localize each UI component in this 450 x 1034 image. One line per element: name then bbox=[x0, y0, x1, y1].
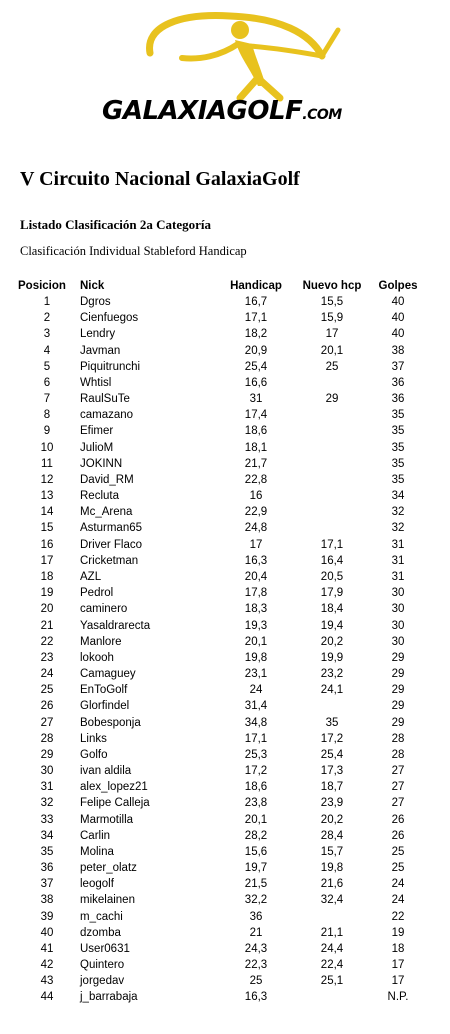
new-handicap-cell: 19,9 bbox=[320, 651, 344, 664]
handicap-cell: 24,3 bbox=[244, 942, 268, 955]
handicap-cell: 18,6 bbox=[244, 425, 268, 438]
table-row bbox=[18, 569, 428, 585]
position-cell: 44 bbox=[40, 991, 54, 1004]
table-row bbox=[18, 504, 428, 520]
nick-cell: Asturman65 bbox=[80, 522, 143, 535]
nick-cell: Driver Flaco bbox=[80, 538, 142, 551]
table-row bbox=[18, 456, 428, 472]
col-header-golpes: Golpes bbox=[378, 280, 418, 292]
position-cell: 30 bbox=[40, 765, 54, 778]
position-cell: 10 bbox=[40, 441, 54, 454]
handicap-cell: 21,7 bbox=[244, 457, 268, 470]
position-cell: 28 bbox=[40, 732, 54, 745]
position-cell: 21 bbox=[40, 619, 54, 632]
position-cell: 4 bbox=[43, 344, 51, 357]
new-handicap-cell: 17,1 bbox=[320, 538, 344, 551]
position-cell: 20 bbox=[40, 603, 54, 616]
handicap-cell: 21,5 bbox=[244, 878, 268, 891]
position-cell: 35 bbox=[40, 845, 54, 858]
new-handicap-cell: 16,4 bbox=[320, 554, 344, 567]
handicap-cell: 19,8 bbox=[244, 651, 268, 664]
new-handicap-cell bbox=[296, 989, 368, 1005]
table-header-row bbox=[18, 278, 428, 294]
handicap-cell: 25,4 bbox=[244, 360, 268, 373]
new-handicap-cell bbox=[296, 472, 368, 488]
new-handicap-cell: 19,8 bbox=[320, 862, 344, 875]
table-row bbox=[18, 698, 428, 714]
handicap-cell: 18,1 bbox=[244, 441, 268, 454]
handicap-cell: 22,3 bbox=[244, 959, 268, 972]
table-row bbox=[18, 731, 428, 747]
strokes-cell: 18 bbox=[391, 942, 405, 955]
new-handicap-cell bbox=[296, 440, 368, 456]
handicap-cell: 19,7 bbox=[244, 862, 268, 875]
strokes-cell: N.P. bbox=[387, 991, 409, 1004]
strokes-cell: 30 bbox=[391, 635, 405, 648]
position-cell: 5 bbox=[43, 360, 51, 373]
position-cell: 15 bbox=[40, 522, 54, 535]
nick-cell: JOKINN bbox=[80, 457, 123, 470]
handicap-cell: 16 bbox=[249, 490, 263, 503]
handicap-cell: 24,8 bbox=[244, 522, 268, 535]
table-row bbox=[18, 407, 428, 423]
position-cell: 19 bbox=[40, 587, 54, 600]
new-handicap-cell bbox=[296, 407, 368, 423]
table-row bbox=[18, 682, 428, 698]
strokes-cell: 24 bbox=[391, 894, 405, 907]
strokes-cell: 34 bbox=[391, 490, 405, 503]
strokes-cell: 22 bbox=[391, 910, 405, 923]
new-handicap-cell: 24,1 bbox=[320, 684, 344, 697]
logo-wordmark: GALAXIAGOLF.COM bbox=[102, 96, 342, 126]
nick-cell: Recluta bbox=[80, 490, 119, 503]
nick-cell: Whtisl bbox=[80, 376, 112, 389]
position-cell: 1 bbox=[43, 296, 51, 309]
nick-cell: Carlin bbox=[80, 829, 111, 842]
new-handicap-cell: 17,3 bbox=[320, 765, 344, 778]
new-handicap-cell: 19,4 bbox=[320, 619, 344, 632]
new-handicap-cell: 25,4 bbox=[320, 748, 344, 761]
strokes-cell: 29 bbox=[391, 700, 405, 713]
nick-cell: mikelainen bbox=[80, 894, 135, 907]
new-handicap-cell bbox=[296, 375, 368, 391]
nick-cell: caminero bbox=[80, 603, 128, 616]
strokes-cell: 27 bbox=[391, 781, 405, 794]
classification-description: Clasificación Individual Stableford Handicap bbox=[20, 244, 247, 258]
new-handicap-cell: 22,4 bbox=[320, 959, 344, 972]
handicap-cell: 19,3 bbox=[244, 619, 268, 632]
table-row bbox=[18, 391, 428, 407]
table-row bbox=[18, 957, 428, 973]
table-row bbox=[18, 779, 428, 795]
table-row bbox=[18, 375, 428, 391]
nick-cell: lokooh bbox=[80, 651, 114, 664]
strokes-cell: 31 bbox=[391, 554, 405, 567]
strokes-cell: 31 bbox=[391, 571, 405, 583]
nick-cell: leogolf bbox=[80, 878, 114, 891]
handicap-cell: 16,7 bbox=[244, 296, 268, 309]
table-row bbox=[18, 812, 428, 828]
handicap-cell: 16,6 bbox=[244, 376, 268, 389]
position-cell: 38 bbox=[40, 894, 54, 907]
position-cell: 42 bbox=[40, 959, 54, 972]
new-handicap-cell: 20,1 bbox=[320, 344, 344, 357]
table-row bbox=[18, 537, 428, 553]
nick-cell: Mc_Arena bbox=[80, 506, 133, 519]
new-handicap-cell: 17,9 bbox=[320, 587, 344, 600]
strokes-cell: 32 bbox=[391, 506, 405, 519]
table-row bbox=[18, 828, 428, 844]
position-cell: 12 bbox=[40, 473, 54, 486]
position-cell: 43 bbox=[40, 975, 54, 988]
handicap-cell: 17,1 bbox=[244, 312, 268, 325]
position-cell: 24 bbox=[40, 668, 54, 681]
new-handicap-cell bbox=[296, 488, 368, 504]
new-handicap-cell: 32,4 bbox=[320, 894, 344, 907]
nick-cell: Camaguey bbox=[80, 668, 136, 681]
nick-cell: User0631 bbox=[80, 942, 130, 955]
new-handicap-cell: 17 bbox=[325, 328, 339, 341]
nick-cell: jorgedav bbox=[80, 975, 125, 988]
position-cell: 11 bbox=[41, 457, 53, 470]
position-cell: 16 bbox=[40, 538, 54, 551]
strokes-cell: 36 bbox=[391, 393, 405, 406]
nick-cell: Felipe Calleja bbox=[80, 797, 150, 810]
table-row bbox=[18, 763, 428, 779]
nick-cell: Dgros bbox=[80, 296, 111, 309]
strokes-cell: 25 bbox=[391, 862, 405, 875]
position-cell: 2 bbox=[43, 312, 51, 325]
nick-cell: Javman bbox=[80, 344, 121, 357]
position-cell: 26 bbox=[40, 700, 54, 713]
strokes-cell: 28 bbox=[391, 732, 405, 745]
position-cell: 34 bbox=[40, 829, 54, 842]
position-cell: 41 bbox=[40, 942, 54, 955]
golfer-swing-icon bbox=[90, 8, 360, 103]
handicap-cell: 31 bbox=[249, 393, 263, 406]
nick-cell: Lendry bbox=[80, 328, 116, 341]
table-row bbox=[18, 423, 428, 439]
position-cell: 14 bbox=[40, 506, 54, 519]
new-handicap-cell: 18,4 bbox=[320, 603, 344, 616]
col-header-handicap: Handicap bbox=[230, 280, 282, 292]
new-handicap-cell: 15,7 bbox=[320, 845, 344, 858]
handicap-cell: 24 bbox=[249, 684, 263, 697]
nick-cell: camazano bbox=[80, 409, 134, 422]
handicap-cell: 20,4 bbox=[244, 571, 268, 583]
new-handicap-cell: 17,2 bbox=[320, 732, 344, 745]
table-row bbox=[18, 343, 428, 359]
table-row bbox=[18, 973, 428, 989]
position-cell: 3 bbox=[43, 328, 51, 341]
strokes-cell: 17 bbox=[391, 959, 405, 972]
new-handicap-cell bbox=[296, 698, 368, 714]
table-row bbox=[18, 634, 428, 650]
nick-cell: alex_lopez21 bbox=[80, 781, 148, 794]
position-cell: 8 bbox=[43, 409, 51, 422]
nick-cell: Cienfuegos bbox=[80, 312, 139, 325]
nick-cell: Quintero bbox=[80, 959, 125, 972]
table-row bbox=[18, 989, 428, 1005]
table-row bbox=[18, 666, 428, 682]
position-cell: 33 bbox=[40, 813, 54, 826]
strokes-cell: 35 bbox=[391, 441, 405, 454]
strokes-cell: 29 bbox=[391, 651, 405, 664]
position-cell: 29 bbox=[40, 748, 54, 761]
table-row bbox=[18, 892, 428, 908]
strokes-cell: 35 bbox=[391, 473, 405, 486]
strokes-cell: 35 bbox=[391, 457, 405, 470]
strokes-cell: 29 bbox=[391, 716, 405, 729]
position-cell: 18 bbox=[40, 571, 54, 583]
new-handicap-cell bbox=[296, 504, 368, 520]
strokes-cell: 25 bbox=[391, 845, 405, 858]
col-header-nick: Nick bbox=[80, 280, 105, 292]
nick-cell: Links bbox=[80, 732, 107, 745]
strokes-cell: 27 bbox=[391, 797, 405, 810]
position-cell: 9 bbox=[43, 425, 51, 438]
table-row bbox=[18, 795, 428, 811]
handicap-cell: 17,1 bbox=[244, 732, 268, 745]
handicap-cell: 22,8 bbox=[244, 473, 268, 486]
category-subtitle: Listado Clasificación 2a Categoría bbox=[20, 217, 212, 232]
position-cell: 17 bbox=[40, 554, 54, 567]
table-row bbox=[18, 617, 428, 633]
position-cell: 25 bbox=[40, 684, 54, 697]
ranking-table bbox=[18, 278, 428, 1006]
new-handicap-cell: 21,6 bbox=[320, 878, 344, 891]
position-cell: 7 bbox=[43, 393, 51, 406]
nick-cell: Efimer bbox=[80, 425, 114, 438]
strokes-cell: 29 bbox=[391, 684, 405, 697]
nick-cell: AZL bbox=[80, 571, 102, 583]
position-cell: 31 bbox=[40, 781, 54, 794]
nick-cell: ivan aldila bbox=[80, 765, 132, 778]
strokes-cell: 37 bbox=[391, 360, 405, 373]
new-handicap-cell: 20,5 bbox=[320, 571, 344, 583]
handicap-cell: 20,1 bbox=[244, 813, 268, 826]
strokes-cell: 28 bbox=[391, 748, 405, 761]
nick-cell: j_barrabaja bbox=[80, 991, 138, 1004]
new-handicap-cell bbox=[296, 456, 368, 472]
handicap-cell: 25 bbox=[249, 975, 263, 988]
strokes-cell: 26 bbox=[391, 829, 405, 842]
handicap-cell: 22,9 bbox=[244, 506, 268, 519]
table-row bbox=[18, 860, 428, 876]
position-cell: 37 bbox=[40, 878, 54, 891]
nick-cell: Piquitrunchi bbox=[80, 360, 141, 373]
table-row bbox=[18, 472, 428, 488]
col-header-nuevo-hcp: Nuevo hcp bbox=[302, 280, 362, 292]
table-row bbox=[18, 310, 428, 326]
position-cell: 36 bbox=[40, 862, 54, 875]
nick-cell: Pedrol bbox=[80, 587, 114, 600]
new-handicap-cell: 25,1 bbox=[320, 975, 344, 988]
new-handicap-cell: 23,9 bbox=[320, 797, 344, 810]
handicap-cell: 23,1 bbox=[244, 668, 268, 681]
handicap-cell: 18,3 bbox=[244, 603, 268, 616]
new-handicap-cell: 20,2 bbox=[320, 813, 344, 826]
table-row bbox=[18, 909, 428, 925]
nick-cell: dzomba bbox=[80, 926, 121, 939]
nick-cell: m_cachi bbox=[80, 910, 123, 923]
new-handicap-cell: 18,7 bbox=[320, 781, 344, 794]
nick-cell: Golfo bbox=[80, 748, 108, 761]
strokes-cell: 40 bbox=[391, 328, 405, 341]
new-handicap-cell: 21,1 bbox=[320, 926, 344, 939]
new-handicap-cell: 15,9 bbox=[320, 312, 344, 325]
position-cell: 32 bbox=[40, 797, 54, 810]
nick-cell: Manlore bbox=[80, 635, 122, 648]
nick-cell: RaulSuTe bbox=[80, 393, 130, 406]
strokes-cell: 32 bbox=[391, 522, 405, 535]
handicap-cell: 20,1 bbox=[244, 635, 268, 648]
position-cell: 13 bbox=[40, 490, 54, 503]
position-cell: 39 bbox=[40, 910, 54, 923]
table-row bbox=[18, 925, 428, 941]
strokes-cell: 27 bbox=[391, 765, 405, 778]
nick-cell: JulioM bbox=[80, 441, 114, 454]
strokes-cell: 19 bbox=[391, 926, 405, 939]
handicap-cell: 16,3 bbox=[244, 991, 268, 1004]
table-row bbox=[18, 488, 428, 504]
new-handicap-cell: 20,2 bbox=[320, 635, 344, 648]
nick-cell: Bobesponja bbox=[80, 716, 141, 729]
position-cell: 40 bbox=[40, 926, 54, 939]
nick-cell: Glorfindel bbox=[80, 700, 130, 713]
handicap-cell: 23,8 bbox=[244, 797, 268, 810]
handicap-cell: 21 bbox=[249, 926, 263, 939]
table-row bbox=[18, 326, 428, 342]
strokes-cell: 24 bbox=[391, 878, 405, 891]
strokes-cell: 30 bbox=[391, 603, 405, 616]
handicap-cell: 17,2 bbox=[244, 765, 268, 778]
table-row bbox=[18, 941, 428, 957]
handicap-cell: 17 bbox=[249, 538, 263, 551]
new-handicap-cell: 28,4 bbox=[320, 829, 344, 842]
ranking-table-body bbox=[18, 294, 428, 1006]
strokes-cell: 26 bbox=[391, 813, 405, 826]
strokes-cell: 17 bbox=[391, 975, 405, 988]
new-handicap-cell bbox=[296, 423, 368, 439]
table-row bbox=[18, 650, 428, 666]
nick-cell: Yasaldrarecta bbox=[80, 619, 151, 632]
handicap-cell: 15,6 bbox=[244, 845, 268, 858]
position-cell: 23 bbox=[40, 651, 54, 664]
table-row bbox=[18, 585, 428, 601]
strokes-cell: 35 bbox=[391, 409, 405, 422]
strokes-cell: 40 bbox=[391, 296, 405, 309]
handicap-cell: 18,6 bbox=[244, 781, 268, 794]
handicap-cell: 16,3 bbox=[244, 554, 268, 567]
strokes-cell: 31 bbox=[391, 538, 405, 551]
handicap-cell: 17,4 bbox=[244, 409, 268, 422]
strokes-cell: 38 bbox=[391, 344, 405, 357]
page-title: V Circuito Nacional GalaxiaGolf bbox=[20, 168, 300, 190]
handicap-cell: 20,9 bbox=[244, 344, 268, 357]
table-row bbox=[18, 440, 428, 456]
table-row bbox=[18, 359, 428, 375]
strokes-cell: 30 bbox=[391, 587, 405, 600]
table-row bbox=[18, 876, 428, 892]
handicap-cell: 18,2 bbox=[244, 328, 268, 341]
new-handicap-cell: 23,2 bbox=[320, 668, 344, 681]
strokes-cell: 30 bbox=[391, 619, 405, 632]
handicap-cell: 17,8 bbox=[244, 587, 268, 600]
handicap-cell: 28,2 bbox=[244, 829, 268, 842]
nick-cell: peter_olatz bbox=[80, 862, 137, 875]
strokes-cell: 40 bbox=[391, 312, 405, 325]
handicap-cell: 25,3 bbox=[244, 748, 268, 761]
col-header-posicion: Posicion bbox=[18, 280, 66, 292]
handicap-cell: 36 bbox=[249, 910, 263, 923]
handicap-cell: 32,2 bbox=[244, 894, 268, 907]
strokes-cell: 36 bbox=[391, 376, 405, 389]
table-row bbox=[18, 553, 428, 569]
table-row bbox=[18, 601, 428, 617]
galaxiagolf-logo bbox=[90, 8, 360, 126]
position-cell: 27 bbox=[40, 716, 54, 729]
table-row bbox=[18, 714, 428, 730]
handicap-cell: 31,4 bbox=[244, 700, 268, 713]
new-handicap-cell: 29 bbox=[325, 393, 339, 406]
new-handicap-cell bbox=[296, 909, 368, 925]
position-cell: 6 bbox=[43, 376, 51, 389]
table-row bbox=[18, 844, 428, 860]
nick-cell: Molina bbox=[80, 845, 114, 858]
new-handicap-cell: 15,5 bbox=[320, 296, 344, 309]
strokes-cell: 35 bbox=[391, 425, 405, 438]
nick-cell: EnToGolf bbox=[80, 684, 128, 697]
new-handicap-cell: 25 bbox=[325, 360, 339, 373]
nick-cell: David_RM bbox=[80, 473, 134, 486]
new-handicap-cell bbox=[296, 520, 368, 536]
handicap-cell: 34,8 bbox=[244, 716, 268, 729]
table-row bbox=[18, 747, 428, 763]
strokes-cell: 29 bbox=[391, 668, 405, 681]
table-row bbox=[18, 520, 428, 536]
nick-cell: Cricketman bbox=[80, 554, 139, 567]
new-handicap-cell: 35 bbox=[325, 716, 339, 729]
new-handicap-cell: 24,4 bbox=[320, 942, 344, 955]
table-row bbox=[18, 294, 428, 310]
position-cell: 22 bbox=[40, 635, 54, 648]
nick-cell: Marmotilla bbox=[80, 813, 134, 826]
